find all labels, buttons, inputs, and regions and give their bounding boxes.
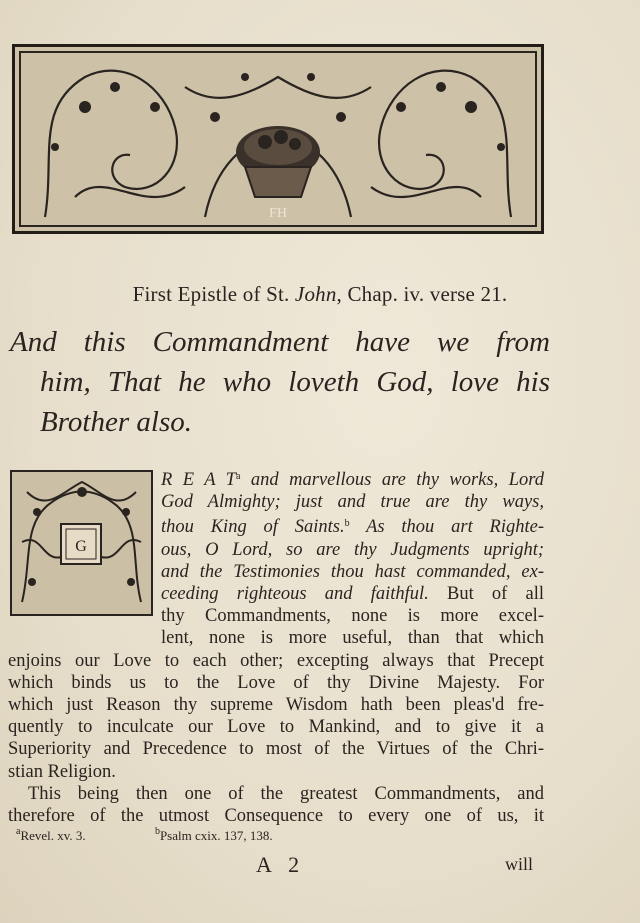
footnote-a: aRevel. xv. 3. — [16, 826, 86, 843]
verse-line: him, That he who loveth God, love his — [40, 366, 550, 398]
text-line: God Almighty; just and true are thy ways, — [161, 492, 544, 513]
text-line: and the Testimonies thou hast commanded, ex- — [161, 561, 544, 582]
text-line: R E A $T^a$ and marvellous are thy works, Lord — [161, 470, 544, 490]
headpiece-engraving — [15, 47, 541, 231]
text-line: This being then one of the greatest Commandments, and — [28, 783, 544, 804]
text-line: ceeding righteous and faithful. But of all — [161, 584, 544, 605]
catchword: will — [505, 854, 534, 874]
scripture-verse — [10, 322, 550, 442]
text-line: quently to inculcate our Love to Mankind, and to give it a — [8, 717, 544, 738]
text-line: lent, none is more useful, than that which — [161, 628, 544, 649]
text-line: thou King of Saints.$^b$ As thou art Righte- — [161, 517, 544, 538]
text-line: ous, O Lord, so are thy Judgments upright; — [161, 539, 544, 560]
verse-line: And this Commandment have we from — [10, 326, 550, 358]
chapter-heading: First Epistle of St. John, Chap. iv. verse 21. — [132, 282, 508, 306]
ornamental-headpiece — [12, 44, 544, 234]
initial-letter: G — [75, 538, 87, 555]
footnotes — [16, 826, 536, 844]
verse-line: Brother also. — [40, 406, 192, 438]
text-line: therefore of the utmost Consequence to every one of us, it — [8, 806, 544, 827]
text-line: enjoins our Love to each other; excepting always that Precept — [8, 650, 544, 671]
text-line: which binds us to the Love of thy Divine Majesty. For — [8, 672, 544, 693]
footnote-b: bPsalm cxix. 137, 138. — [154, 826, 273, 843]
text-line: which just Reason thy supreme Wisdom hath been pleas'd fre- — [8, 695, 544, 716]
text-line: stian Religion. — [8, 761, 116, 782]
signature-mark: A 2 — [256, 852, 306, 877]
body-text — [8, 466, 544, 827]
text-line: thy Commandments, none is more excel- — [161, 606, 544, 627]
text-line: Superiority and Precedence to most of the Virtues of the Chri- — [8, 739, 544, 760]
headpiece-monogram: FH — [269, 206, 287, 221]
